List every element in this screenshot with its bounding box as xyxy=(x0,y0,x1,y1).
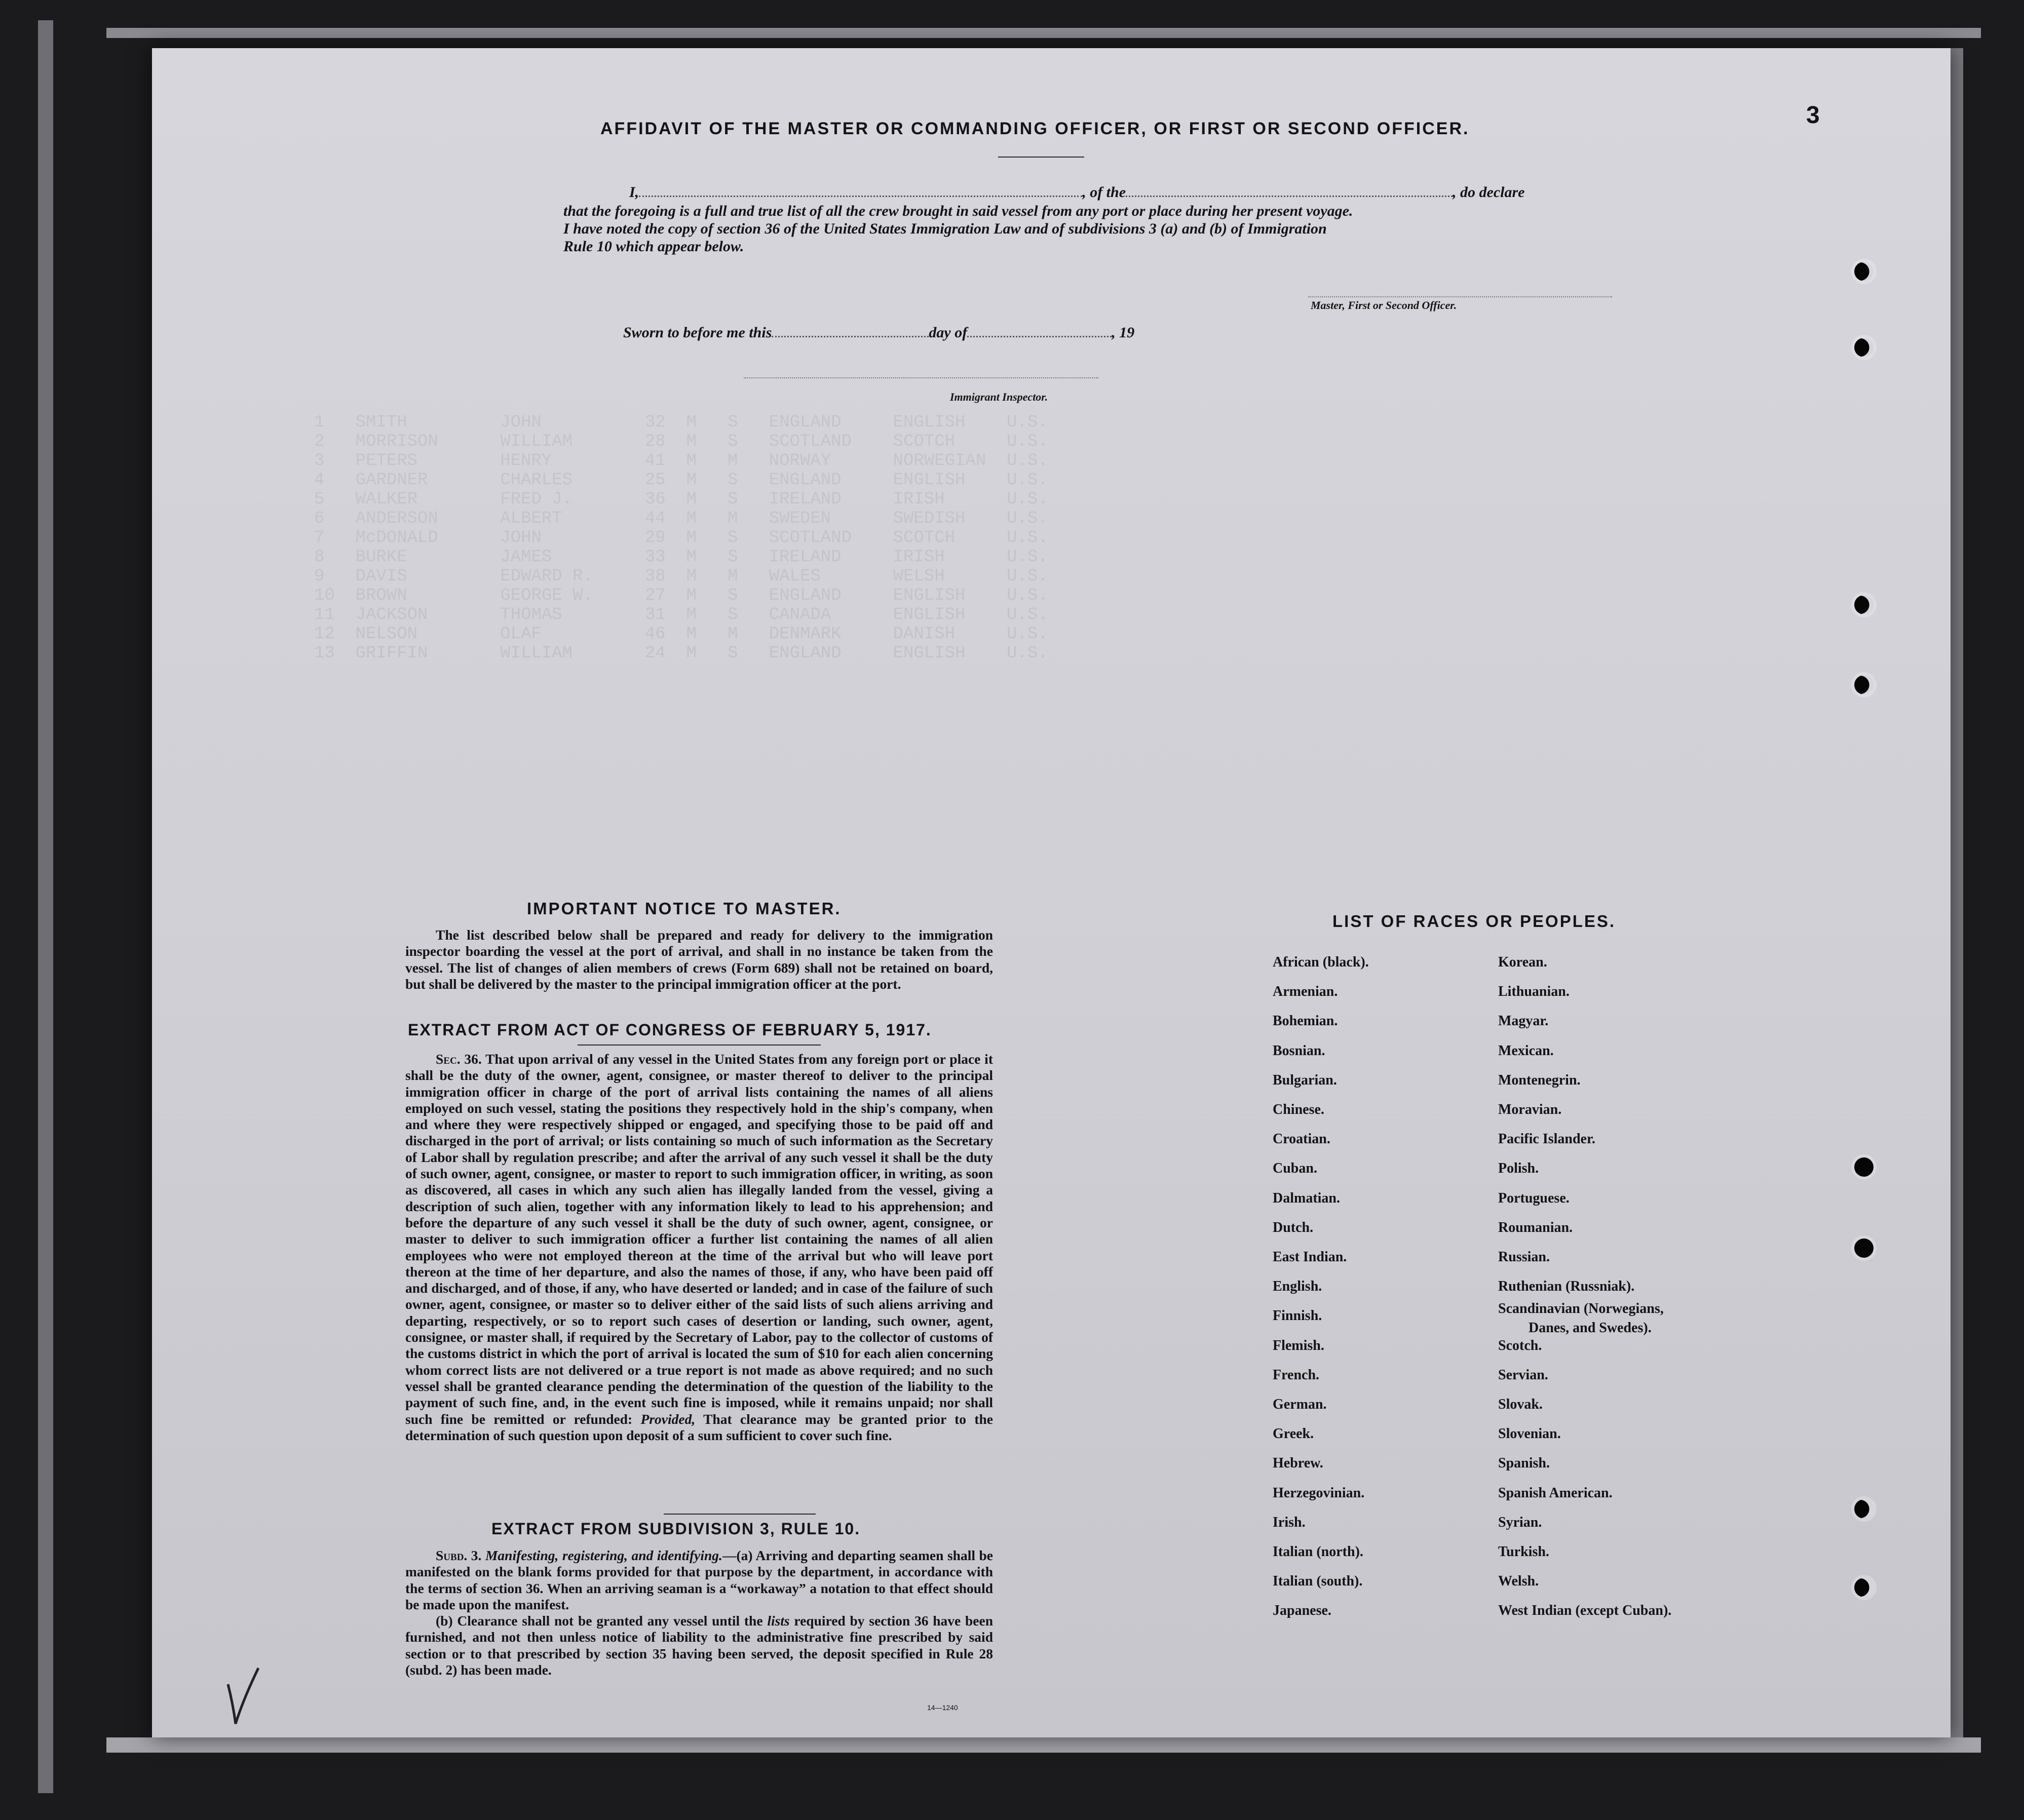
sec-36-text-end: That clearance may be granted prior to the determination of such question upon deposit of a sum sufficient to cover such fine. xyxy=(405,1411,993,1443)
binder-hole xyxy=(1854,1157,1874,1177)
race-item: Bulgarian. xyxy=(1273,1072,1337,1088)
page-stack-edge-bottom xyxy=(106,1737,1981,1753)
provided-word: Provided, xyxy=(640,1411,696,1427)
race-item: Spanish American. xyxy=(1498,1485,1613,1501)
race-item: Italian (north). xyxy=(1273,1544,1363,1560)
handwritten-check-mark xyxy=(223,1664,263,1730)
race-item: Scotch. xyxy=(1498,1337,1542,1353)
races-title: LIST OF RACES OR PEOPLES. xyxy=(1332,912,1616,931)
page-stack-edge-left xyxy=(38,20,53,1793)
race-item: Servian. xyxy=(1498,1367,1548,1383)
race-item: Moravian. xyxy=(1498,1102,1562,1117)
race-item: African (black). xyxy=(1273,954,1369,970)
binder-hole xyxy=(1854,675,1874,694)
race-item: English. xyxy=(1273,1279,1322,1295)
race-item: Pacific Islander. xyxy=(1498,1131,1595,1147)
binder-hole xyxy=(1854,1578,1874,1597)
race-item: Finnish. xyxy=(1273,1308,1322,1324)
subd-3-paragraph-a xyxy=(405,1547,993,1613)
race-item: French. xyxy=(1273,1367,1320,1383)
extract-act-body xyxy=(405,1051,993,1444)
race-item: Armenian. xyxy=(1273,984,1338,1000)
page-stack-edge-right xyxy=(1951,48,1963,1737)
race-item: Spanish. xyxy=(1498,1455,1550,1472)
notice-body xyxy=(405,927,993,992)
affidavit-do-declare: , do declare xyxy=(1453,184,1525,201)
race-item: Syrian. xyxy=(1498,1514,1542,1530)
race-item: Mexican. xyxy=(1498,1042,1554,1059)
subd-para-b-post: required by section 36 have been furnished, and not then unless notice of liability to the administrative fine prescribed by said section or to that prescribed by section 35 having been served, the deposit specified in Rule 28 (subd. 2) has been made. xyxy=(405,1613,993,1678)
binder-hole xyxy=(1854,1499,1874,1519)
subd-heading: Manifesting, registering, and identifying. xyxy=(485,1547,722,1563)
lists-word: lists xyxy=(767,1613,790,1629)
race-item: Dalmatian. xyxy=(1273,1190,1340,1206)
race-item: Herzegovinian. xyxy=(1273,1485,1365,1501)
subd-3-paragraph-b xyxy=(405,1613,993,1678)
race-item: Dutch. xyxy=(1273,1219,1314,1235)
race-item: Russian. xyxy=(1498,1249,1550,1265)
sec-36-text: That upon arrival of any vessel in the United States from any foreign port or place it shall be the duty of the owner, agent, consignee, or master thereof to deliver to the principal immigration officer in charge of the port of arrival lists containing the names of all aliens employed on such vessel, stating the positions they respectively hold in the ship's company, when and where they were respectively shipped or engaged, and specifying those to be paid off and discharged in the port of arrival; or lists containing so much of such information as the Secretary of Labor shall by regulation prescribe; and after the arrival of any such vessel it shall be the duty of such owner, agent, consignee, or master to report to such immigration officer, in writing, as soon as discovered, all cases in which any such alien has illegally landed from the vessel, giving a description of such alien, together with any information likely to lead to his apprehension; and before the departure of any such vessel it shall be the duty of such owner, agent, consignee, or master to deliver to such immigration officer a further list containing the names of all alien employees who were not employed thereon at the time of the arrival but who will leave port thereon at the time of her departure, and also the names of those, if any, who have been paid off and discharged, and of those, if any, who have deserted or landed; and in case of the failure of such owner, agent, consignee, or master so to deliver either of the said lists of such aliens arriving and departing, respectively, or so to report such cases of desertion or landing, such owner, agent, consignee, or master shall, if required by the Secretary of Labor, pay to the collector of customs of the customs district in which the port of arrival is located the sum of $10 for each alien concerning whom correct lists are not delivered or a true report is not made as above required; and no such vessel shall be granted clearance pending the determination of the question of the liability to the payment of such fine, and, in the event such fine is imposed, while it remains unpaid; nor shall such fine be remitted or refunded: xyxy=(405,1051,993,1427)
bleed-through-text: 1 SMITH JOHN 32 M S ENGLAND ENGLISH U.S. 2 MORRISON WILLIAM 28 M S SCOTLAND SCOTCH U.S. 3 PETERS HENRY 41 M M NORWAY NORWEGIAN U.S. 4 GARDNER CHARLES 25 M S ENGLAND ENGLISH U.S. 5 WALKER FRED J. 36 M S IRELAND IRISH U.S. 6 ANDERSON ALBERT 44 M M SWEDEN SWEDISH U.S. 7 McDONALD JOHN 29 M S SCOTLAND SCOTCH U.S. 8 BURKE JAMES 33 M S IRELAND IRISH U.S. 9 DAVIS EDWARD R. 38 M M WALES WELSH U.S. 10 BROWN GEORGE W. 27 M S ENGLAND ENGLISH U.S. 11 JACKSON THOMAS 31 M S CANADA ENGLISH U.S. 12 NELSON OLAF 46 M M DENMARK DANISH U.S. 13 GRIFFIN WILLIAM 24 M S ENGLAND ENGLISH U.S. xyxy=(314,413,1048,663)
binder-hole xyxy=(1854,338,1874,357)
section-rule xyxy=(578,1044,821,1045)
race-item: Montenegrin. xyxy=(1498,1072,1581,1088)
subd-para-a: —(a) Arriving and departing seamen shall be manifested on the blank forms provided for that purpose by the department, in accordance with the terms of section 36. When an arriving seaman is a “workaway” a notation to that effect should be made upon the manifest. xyxy=(405,1547,993,1612)
race-item: Cuban. xyxy=(1273,1160,1317,1177)
race-item: Slovenian. xyxy=(1498,1426,1561,1442)
race-item: Ruthenian (Russniak). xyxy=(1498,1279,1635,1295)
race-item: Portuguese. xyxy=(1498,1190,1570,1206)
sworn-line xyxy=(623,324,1134,341)
subd-para-b-pre: (b) Clearance shall not be granted any vessel until the xyxy=(436,1613,763,1629)
race-item: Bohemian. xyxy=(1273,1013,1338,1029)
race-item: Italian (south). xyxy=(1273,1573,1363,1590)
race-item: Scandinavian (Norwegians, xyxy=(1498,1301,1664,1317)
race-item: Bosnian. xyxy=(1273,1042,1325,1059)
race-item: Turkish. xyxy=(1498,1544,1549,1560)
vessel-name-field[interactable] xyxy=(1126,196,1453,197)
page-number-mark: 3 xyxy=(1806,102,1820,129)
year-label: , 19 xyxy=(1112,324,1135,341)
notice-paragraph: The list described below shall be prepared and ready for delivery to the immigration inspector boarding the vessel at the port of arrival, and shall in no instance be taken from the vessel. The list of changes of alien members of crews (Form 689) shall not be retained on board, but shall be delivered by the master to the principal immigration officer at the port. xyxy=(405,927,993,992)
race-item: German. xyxy=(1273,1397,1327,1412)
race-item: Chinese. xyxy=(1273,1102,1324,1117)
day-of-label: day of xyxy=(929,324,968,341)
binder-hole xyxy=(1854,595,1874,614)
binder-hole xyxy=(1854,1238,1874,1258)
race-item: Lithuanian. xyxy=(1498,984,1570,1000)
section-rule xyxy=(664,1514,816,1515)
race-item: Japanese. xyxy=(1273,1603,1331,1619)
race-item: West Indian (except Cuban). xyxy=(1498,1603,1672,1619)
extract-rule-body xyxy=(405,1547,993,1678)
section-36-paragraph xyxy=(405,1051,993,1444)
race-item: Welsh. xyxy=(1498,1573,1539,1590)
affidavit-pronoun: I, xyxy=(629,184,639,201)
page-stack-edge-top xyxy=(106,28,1981,38)
sec-label: Sec. 36. xyxy=(436,1051,482,1067)
sworn-month-field[interactable] xyxy=(967,336,1112,337)
affidavit-line-1 xyxy=(589,184,1524,201)
title-rule xyxy=(998,157,1084,158)
race-item: Magyar. xyxy=(1498,1013,1549,1029)
race-item: Korean. xyxy=(1498,954,1547,970)
form-number: 14—1240 xyxy=(927,1703,958,1712)
master-signature-line[interactable] xyxy=(1308,296,1612,297)
sworn-label: Sworn to before me this xyxy=(623,324,772,341)
inspector-signature-line[interactable] xyxy=(744,377,1098,378)
sworn-day-field[interactable] xyxy=(772,336,929,337)
affidavit-of-the: , of the xyxy=(1082,184,1126,201)
race-item: Flemish. xyxy=(1273,1337,1324,1353)
race-item: Croatian. xyxy=(1273,1131,1330,1147)
race-item: Danes, and Swedes). xyxy=(1529,1320,1652,1336)
race-item: Hebrew. xyxy=(1273,1455,1323,1472)
race-item: Polish. xyxy=(1498,1160,1539,1177)
manifest-page xyxy=(152,48,1951,1737)
notice-title: IMPORTANT NOTICE TO MASTER. xyxy=(527,899,842,918)
affidavit-line-3: I have noted the copy of section 36 of the United States Immigration Law and of subdivisions 3 (a) and (b) of Immigration xyxy=(563,220,1327,237)
affidavit-line-4: Rule 10 which appear below. xyxy=(563,238,744,255)
race-item: Roumanian. xyxy=(1498,1219,1573,1235)
extract-act-title: EXTRACT FROM ACT OF CONGRESS OF FEBRUARY 5, 1917. xyxy=(408,1021,932,1039)
inspector-signature-label: Immigrant Inspector. xyxy=(950,391,1048,403)
affidavit-title: AFFIDAVIT OF THE MASTER OR COMMANDING OFFICER, OR FIRST OR SECOND OFFICER. xyxy=(600,119,1470,138)
binder-hole xyxy=(1854,262,1874,281)
extract-rule-title: EXTRACT FROM SUBDIVISION 3, RULE 10. xyxy=(491,1520,861,1538)
master-signature-label: Master, First or Second Officer. xyxy=(1311,299,1457,312)
race-item: Greek. xyxy=(1273,1426,1314,1442)
race-item: Irish. xyxy=(1273,1514,1306,1530)
subd-label: Subd. 3. xyxy=(436,1547,482,1563)
officer-name-field[interactable] xyxy=(639,196,1082,197)
race-item: East Indian. xyxy=(1273,1249,1347,1265)
race-item: Slovak. xyxy=(1498,1397,1543,1412)
affidavit-line-2: that the foregoing is a full and true list of all the crew brought in said vessel from any port or place during her present voyage. xyxy=(563,203,1353,219)
